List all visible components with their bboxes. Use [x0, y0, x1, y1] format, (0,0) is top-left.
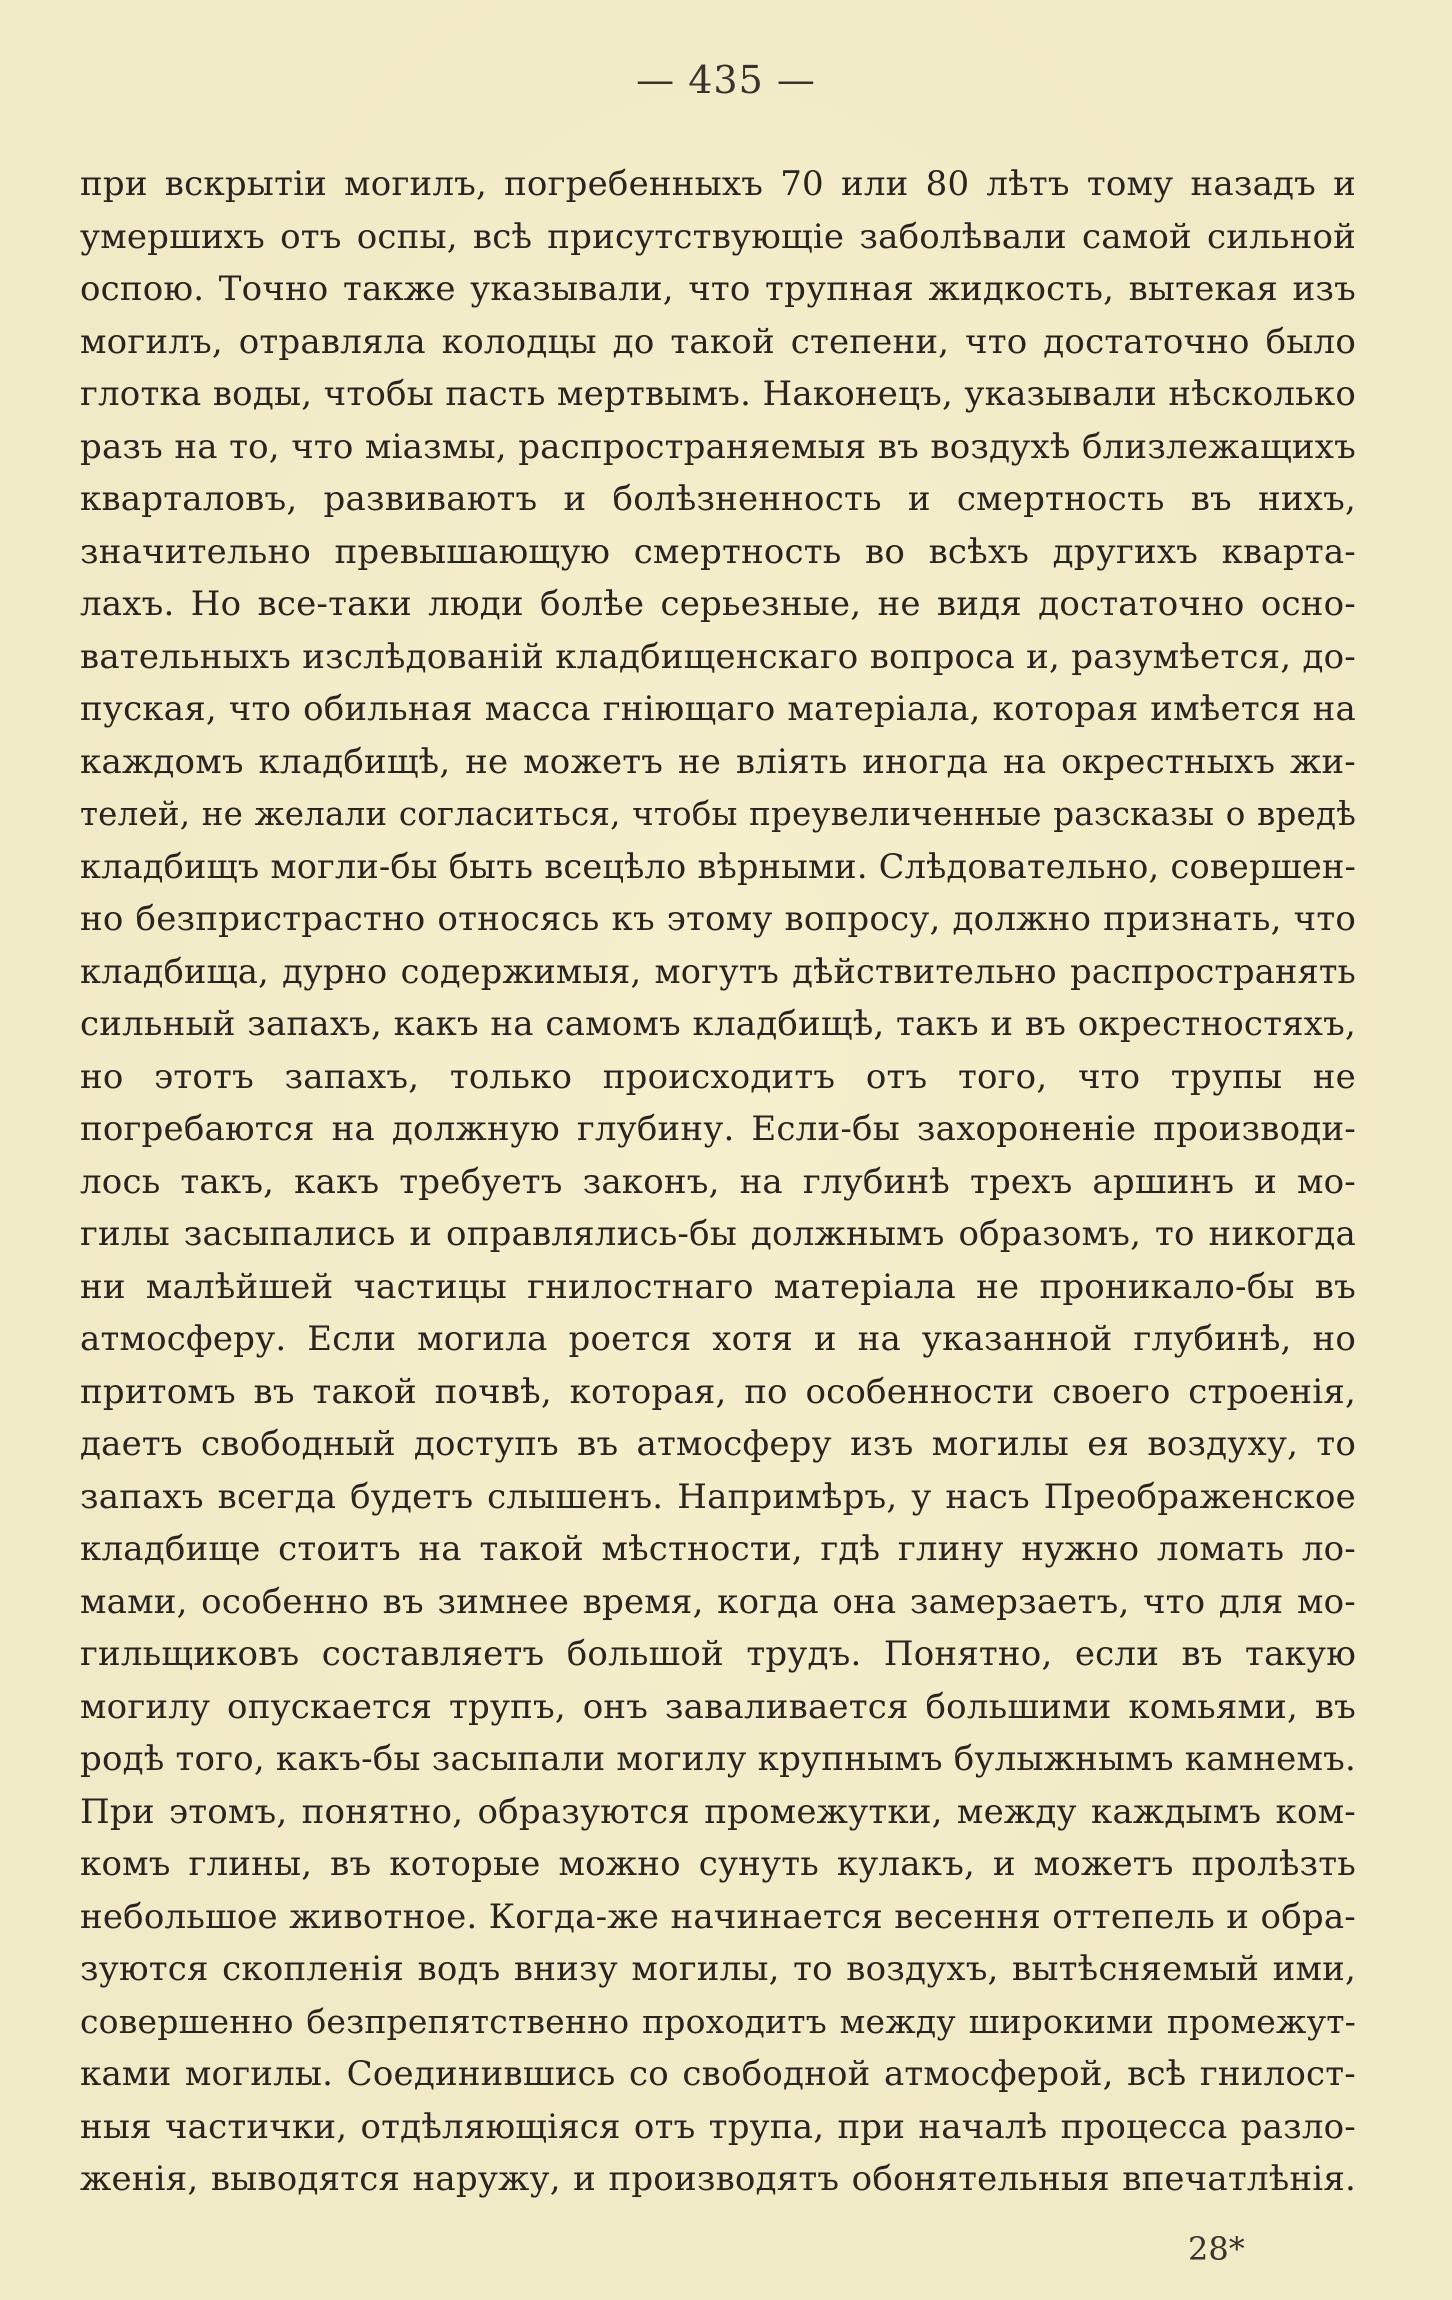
text-line: гильщиковъ составляетъ большой трудъ. Понятно, если въ такую — [80, 1634, 1356, 1674]
text-line: умершихъ отъ оспы, всѣ присутствующіе заболѣвали самой сильной — [80, 216, 1356, 257]
text-line: погребаются на должную глубину. Если-бы захороненіе производи- — [80, 1109, 1356, 1149]
text-line: кладбищъ могли-бы быть всецѣло вѣрными. Слѣдовательно, совершен- — [80, 846, 1356, 886]
text-line: кладбища, дурно содержимыя, могутъ дѣйствительно распространять — [80, 951, 1356, 991]
text-line: комъ глины, въ которые можно сунуть кулакъ, и можетъ пролѣзть — [80, 1844, 1356, 1884]
text-line: разъ на то, что міазмы, распространяемыя въ воздухѣ близлежащихъ — [80, 426, 1356, 467]
text-line: небольшое животное. Когда-же начинается весення оттепель и обра- — [80, 1896, 1356, 1937]
text-line: лахъ. Но все-таки люди болѣе серьезные, не видя достаточно осно- — [80, 584, 1356, 624]
text-line: запахъ всегда будетъ слышенъ. Напримѣръ, у насъ Преображенское — [80, 1476, 1356, 1517]
text-line: могилъ, отравляла колодцы до такой степени, что достаточно было — [80, 321, 1356, 362]
text-line: совершенно безпрепятственно проходитъ между широкими промежут- — [80, 2001, 1356, 2041]
text-line: при вскрытіи могилъ, погребенныхъ 70 или 80 лѣтъ тому назадъ и — [80, 164, 1356, 204]
text-line: оспою. Точно также указывали, что трупная жидкость, вытекая изъ — [80, 269, 1356, 309]
text-line: ками могилы. Соединившись со свободной атмосферой, всѣ гнилост- — [80, 2054, 1356, 2094]
text-line: значительно превышающую смертность во всѣхъ другихъ кварта- — [80, 531, 1356, 572]
text-line: женія, выводятся наружу, и производятъ обонятельныя впечатлѣнія. — [80, 2159, 1356, 2199]
text-line: ныя частички, отдѣляющіяся отъ трупа, при началѣ процесса разло- — [80, 2106, 1356, 2147]
text-line: но этотъ запахъ, только происходитъ отъ того, что трупы не — [80, 1056, 1356, 1097]
text-line: притомъ въ такой почвѣ, которая, по особенности своего строенія, — [80, 1371, 1356, 1412]
text-line: мами, особенно въ зимнее время, когда она замерзаетъ, что для мо- — [80, 1581, 1356, 1622]
page-number: — 435 — — [636, 58, 816, 102]
text-line: кварталовъ, развиваютъ и болѣзненность и смертность въ нихъ, — [80, 479, 1356, 519]
text-line: родѣ того, какъ-бы засыпали могилу крупнымъ булыжнымъ камнемъ. — [80, 1739, 1356, 1779]
body-text — [80, 158, 1356, 2206]
text-line: даетъ свободный доступъ въ атмосферу изъ могилы ея воздуху, то — [80, 1424, 1356, 1464]
text-line: телей, не желали согласиться, чтобы преувеличенные разсказы о вредѣ — [80, 795, 1356, 833]
text-line: атмосферу. Если могила роется хотя и на указанной глубинѣ, но — [80, 1319, 1356, 1359]
text-line: ни малѣйшей частицы гнилостнаго матеріала не проникало-бы въ — [80, 1266, 1356, 1307]
text-line: пуская, что обильная масса гніющаго матеріала, которая имѣется на — [80, 689, 1356, 729]
text-line: могилу опускается трупъ, онъ заваливается большими комьями, въ — [80, 1686, 1356, 1727]
text-line: лось такъ, какъ требуетъ законъ, на глубинѣ трехъ аршинъ и мо- — [80, 1161, 1356, 1202]
text-line: но безпристрастно относясь къ этому вопросу, должно признать, что — [80, 899, 1356, 939]
signature-mark: 28* — [1188, 2230, 1245, 2268]
text-line: кладбище стоитъ на такой мѣстности, гдѣ глину нужно ломать ло- — [80, 1529, 1356, 1569]
text-line: вательныхъ изслѣдованій кладбищенскаго вопроса и, разумѣется, до- — [80, 636, 1356, 677]
text-line: сильный запахъ, какъ на самомъ кладбищѣ, такъ и въ окрестностяхъ, — [80, 1004, 1356, 1044]
text-line: каждомъ кладбищѣ, не можетъ не вліять иногда на окрестныхъ жи- — [80, 741, 1356, 782]
text-line: глотка воды, чтобы пасть мертвымъ. Наконецъ, указывали нѣсколько — [80, 374, 1356, 414]
text-line: гилы засыпались и оправлялись-бы должнымъ образомъ, то никогда — [80, 1214, 1356, 1254]
text-line: При этомъ, понятно, образуются промежутки, между каждымъ ком- — [80, 1791, 1356, 1832]
text-line: зуются скопленія водъ внизу могилы, то воздухъ, вытѣсняемый ими, — [80, 1949, 1356, 1989]
